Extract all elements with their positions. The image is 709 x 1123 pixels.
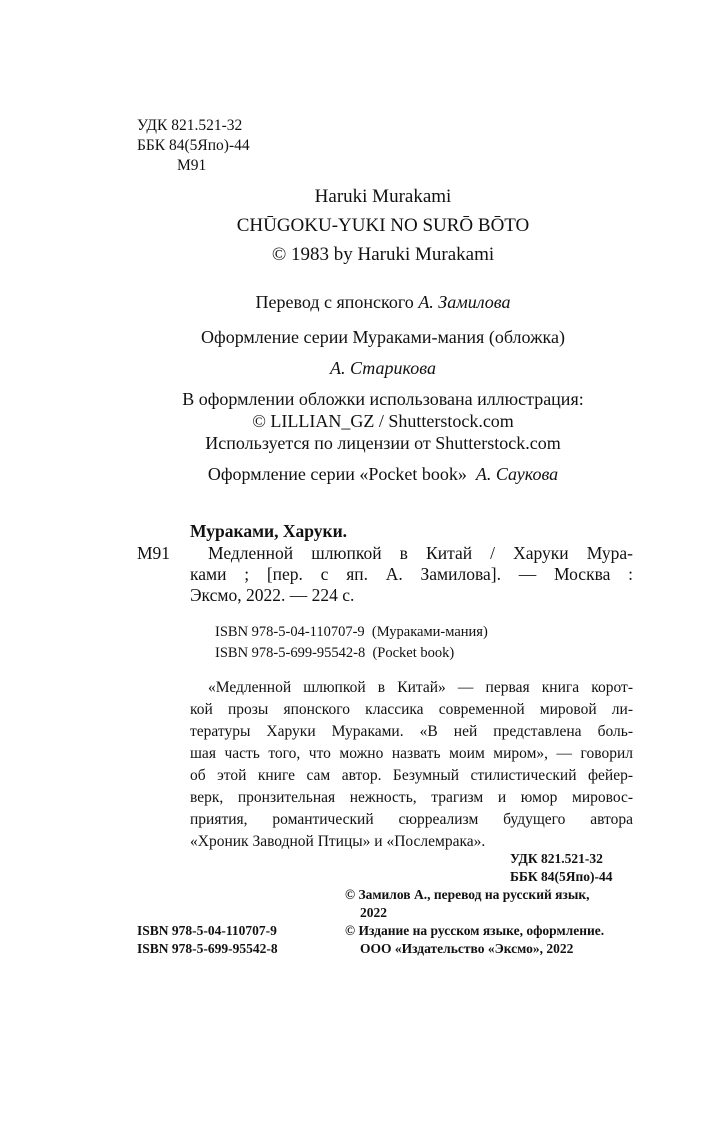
udk-code: УДК 821.521-32: [137, 117, 243, 134]
translator-name: А. Замилова: [418, 292, 511, 312]
series-designer: [0, 359, 709, 377]
copyright-line: © Замилов А., перевод на русский язык,: [345, 887, 590, 902]
illustration-credit-2: © LILLIAN_GZ / Shutterstock.com: [252, 411, 514, 431]
copyright-line: ООО «Издательство «Эксмо», 2022: [360, 941, 574, 956]
series-designer-name: А. Старикова: [330, 358, 436, 378]
annotation-bbk: ББК 84(5Япо)-44: [510, 869, 613, 884]
annotation-udk: УДК 821.521-32: [510, 851, 603, 866]
annotation-line: «Медленной шлюпкой в Китай» — первая книга корот-: [208, 679, 633, 696]
copyright-line: © Издание на русском языке, оформление.: [345, 923, 605, 938]
catalog-line: Эксмо, 2022. — 224 с.: [190, 585, 355, 605]
catalog-isbn: ISBN 978-5-04-110707-9 (Мураками-мания): [215, 624, 488, 640]
pocket-prefix: Оформление серии «Pocket book»: [207, 464, 467, 484]
catalog-line: ками ; [пер. с яп. А. Замилова]. — Москва :: [190, 564, 633, 584]
illustration-credit-1: В оформлении обложки использована иллюстрация:: [182, 389, 584, 409]
annotation-line: шая часть того, что можно назвать моим миром», — говорил: [190, 745, 633, 762]
annotation-line: верк, пронзительная нежность, трагизм и юмор мировос-: [190, 789, 633, 806]
translation-credit: [0, 293, 709, 311]
footer-isbn: ISBN 978-5-04-110707-9: [137, 923, 277, 938]
author-code: М91: [177, 157, 207, 174]
catalog-code: М91: [137, 543, 171, 563]
series-design-credit: Оформление серии Мураками-мания (обложка): [201, 327, 565, 347]
annotation-line: кой прозы японского классика современной мировой ли-: [190, 701, 633, 718]
bbk-code: ББК 84(5Япо)-44: [137, 137, 250, 154]
pocket-designer-name: А. Саукова: [475, 464, 559, 484]
annotation-line: тературы Харуки Мураками. «В ней представлена боль-: [190, 723, 633, 740]
annotation-line: «Хроник Заводной Птицы» и «Послемрака».: [190, 833, 486, 850]
catalog-isbn: ISBN 978-5-699-95542-8 (Pocket book): [215, 645, 455, 661]
catalog-line: Медленной шлюпкой в Китай / Харуки Мура-: [208, 543, 633, 563]
annotation-line: приятия, романтический сюрреализм будущего автора: [190, 811, 633, 828]
illustration-credit-3: Используется по лицензии от Shutterstock.com: [205, 433, 561, 453]
annotation-line: об этой книге сам автор. Безумный стилистический фейер-: [190, 767, 633, 784]
translation-prefix: Перевод с японского: [255, 292, 414, 312]
original-author: Haruki Murakami: [314, 186, 452, 207]
original-title: CHŪGOKU-YUKI NO SURŌ BŌTO: [236, 215, 530, 236]
footer-isbn: ISBN 978-5-699-95542-8: [137, 941, 278, 956]
copyright-line: 2022: [360, 905, 387, 920]
original-copyright: © 1983 by Haruki Murakami: [271, 244, 495, 265]
pocket-series-credit: [0, 465, 709, 483]
catalog-author: Мураками, Харуки.: [190, 521, 348, 541]
